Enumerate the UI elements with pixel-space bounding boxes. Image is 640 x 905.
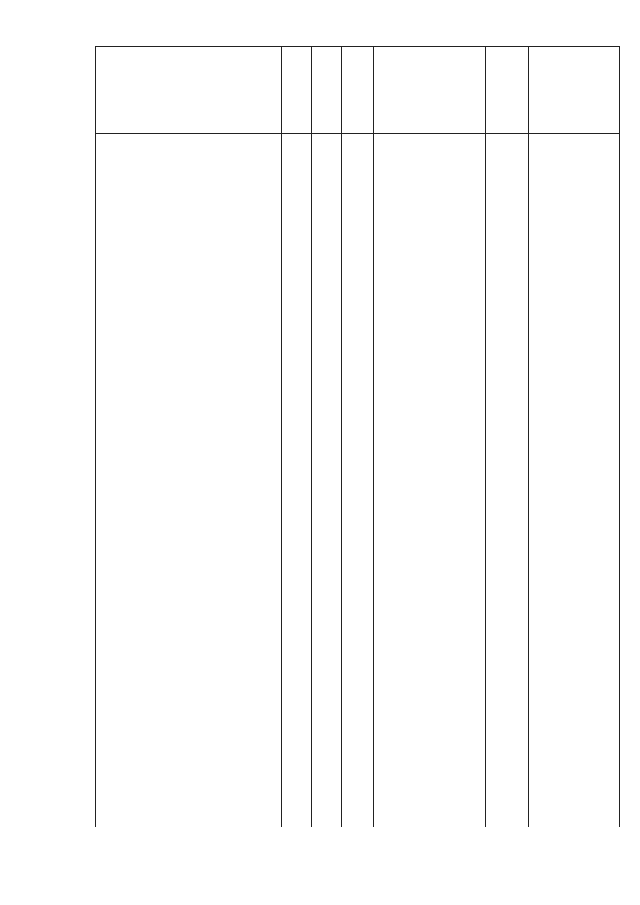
header-name [96, 47, 281, 133]
table-header [95, 46, 620, 134]
header-razdel [311, 47, 341, 133]
header-summa [528, 47, 621, 133]
header-gruppa-vida-rashodov [485, 47, 528, 133]
header-podrazdel [341, 47, 373, 133]
table-body [95, 134, 620, 827]
header-celevaya-statya [373, 47, 485, 133]
header-vedomstvo [281, 47, 311, 133]
budget-table [95, 46, 620, 827]
